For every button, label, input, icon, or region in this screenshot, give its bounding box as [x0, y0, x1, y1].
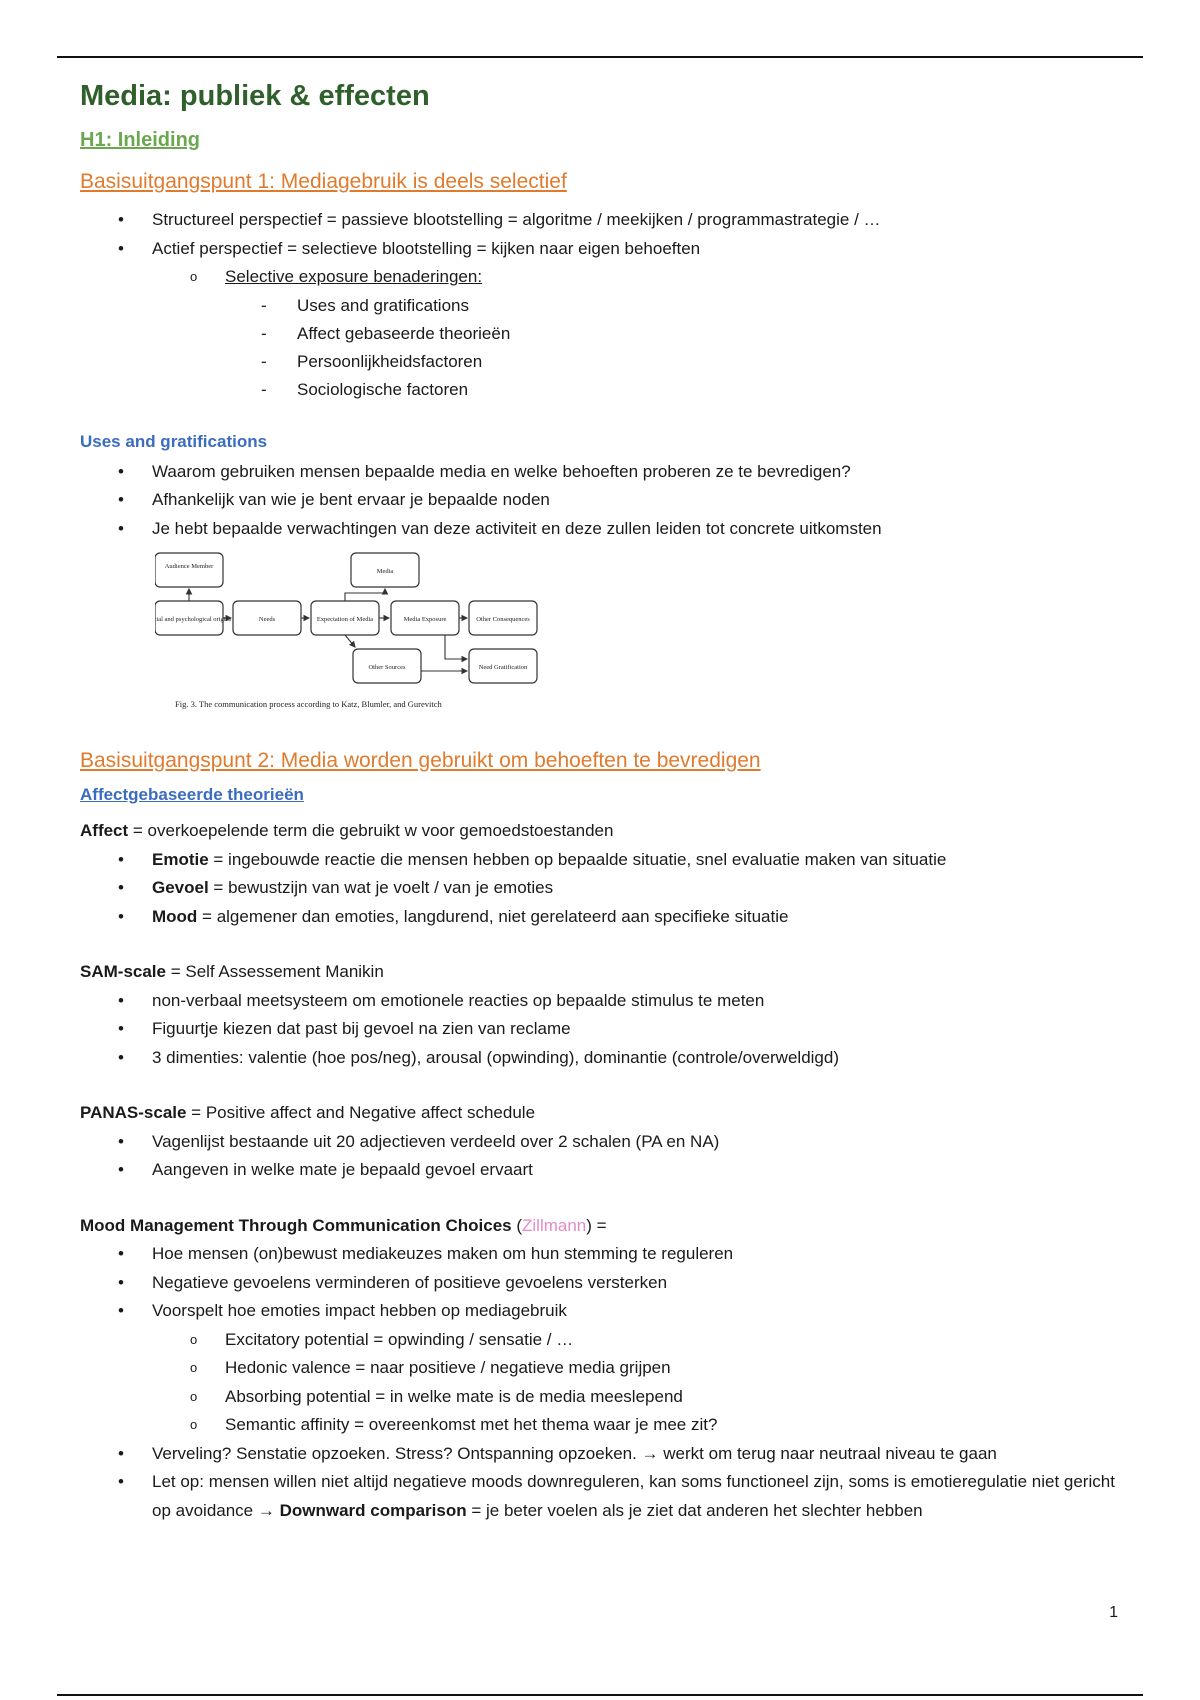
list-item	[80, 1468, 1130, 1525]
list-item: o Hedonic valence = naar positieve / negatieve media grijpen	[80, 1354, 1130, 1383]
section1-list	[80, 206, 1130, 404]
affect-heading: Affectgebaseerde theorieën	[80, 785, 304, 804]
list-item: • Negatieve gevoelens verminderen of positieve gevoelens versterken	[80, 1269, 1130, 1298]
list-item: • Je hebt bepaalde verwachtingen van deze activiteit en deze zullen leiden tot concrete uitkomsten	[80, 515, 1130, 544]
list-item: - Sociologische factoren	[80, 376, 1130, 404]
list-item: o Semantic affinity = overeenkomst met het thema waar je mee zit?	[80, 1411, 1130, 1440]
list-item: • Vagenlijst bestaande uit 20 adjectieven verdeeld over 2 schalen (PA en NA)	[80, 1128, 1130, 1157]
definition: = Self Assessement Manikin	[165, 962, 384, 981]
diagram-label: Needs	[258, 616, 276, 623]
diagram-arrow	[345, 589, 385, 601]
section2-heading: Basisuitgangspunt 2: Media worden gebruikt om behoeften te bevredigen	[80, 749, 761, 772]
list-item: o Excitatory potential = opwinding / sensatie / …	[80, 1326, 1130, 1355]
bottom-rule	[57, 1694, 1143, 1696]
diagram-arrow	[445, 635, 467, 659]
document-title: Media: publiek & effecten	[80, 80, 430, 112]
top-rule	[57, 56, 1143, 58]
definition: = Positive affect and Negative affect schedule	[186, 1103, 536, 1122]
page-number: 1	[1109, 1604, 1118, 1621]
diagram-label: Audience Member	[164, 563, 214, 570]
term: PANAS-scale	[80, 1103, 187, 1122]
diagram-box-audience	[155, 553, 223, 587]
uses-gratifications-diagram	[155, 551, 615, 721]
paren: (	[511, 1215, 523, 1235]
diagram-label: Social and psychological origins	[155, 616, 232, 623]
definition: = algemener dan emoties, langdurend, niet gerelateerd aan specifieke situatie	[197, 906, 789, 926]
list-item: • non-verbaal meetsysteem om emotionele reacties op bepaalde stimulus te meten	[80, 987, 1130, 1016]
term: SAM-scale	[80, 962, 166, 981]
list-item: - Uses and gratifications	[80, 292, 1130, 320]
list-item	[80, 874, 1130, 903]
author-reference: Zillmann	[522, 1215, 587, 1235]
term: Mood Management Through Communication Choices	[80, 1215, 512, 1235]
list-item: • Verveling? Senstatie opzoeken. Stress? Ontspanning opzoeken. → werkt om terug naar neutraal niveau te gaan	[80, 1440, 1130, 1469]
list-item	[80, 846, 1130, 875]
list-item	[80, 903, 1130, 932]
document-body	[80, 80, 1130, 1525]
list-item: • Structureel perspectief = passieve blootstelling = algoritme / meekijken / programmastrategie / …	[80, 206, 1130, 235]
diagram-arrow	[345, 635, 355, 647]
panas-definition	[80, 1099, 1130, 1128]
diagram-label: Expectation of Media	[316, 616, 374, 623]
affect-definition	[80, 817, 1130, 846]
text: = je beter voelen als je ziet dat anderen het slechter hebben	[466, 1500, 923, 1520]
list-item	[80, 263, 1130, 292]
list-item: • Hoe mensen (on)bewust mediakeuzes maken om hun stemming te reguleren	[80, 1240, 1130, 1269]
list-item: • Actief perspectief = selectieve blootstelling = kijken naar eigen behoeften	[80, 235, 1130, 264]
sub-label: Selective exposure benaderingen:	[225, 267, 483, 286]
sam-definition	[80, 958, 1130, 987]
term: Downward comparison	[279, 1500, 467, 1520]
section1-heading: Basisuitgangspunt 1: Mediagebruik is deels selectief	[80, 170, 567, 193]
list-item: • 3 dimenties: valentie (hoe pos/neg), arousal (opwinding), dominantie (controle/overweldigd)	[80, 1044, 1130, 1073]
text: Let op: mensen willen niet altijd negatieve moods downreguleren, kan soms functioneel zijn, soms is emotieregulatie niet gericht op avoidance →	[152, 1472, 1115, 1520]
list-item: • Afhankelijk van wie je bent ervaar je bepaalde noden	[80, 486, 1130, 515]
diagram-label: Other Sources	[368, 664, 406, 671]
list-item: • Waarom gebruiken mensen bepaalde media en welke behoeften proberen ze te bevredigen?	[80, 458, 1130, 487]
list-item: o Absorbing potential = in welke mate is de media meeslepend	[80, 1383, 1130, 1412]
term: Emotie	[152, 849, 209, 869]
uses-heading: Uses and gratifications	[80, 431, 268, 451]
mood-management-definition	[80, 1212, 1130, 1241]
diagram-caption: Fig. 3. The communication process according to Katz, Blumler, and Gurevitch	[175, 699, 442, 709]
definition: = ingebouwde reactie die mensen hebben op bepaalde situatie, snel evaluatie maken van situatie	[208, 849, 947, 869]
definition: = overkoepelende term die gebruikt w voor gemoedstoestanden	[128, 821, 614, 840]
term: Mood	[152, 906, 198, 926]
uses-list	[80, 458, 1130, 544]
list-item: • Voorspelt hoe emoties impact hebben op mediagebruik	[80, 1297, 1130, 1326]
diagram-label: Other Consequences	[476, 616, 530, 623]
mood-list	[80, 1240, 1130, 1525]
sam-list	[80, 987, 1130, 1073]
list-item: • Aangeven in welke mate je bepaald gevoel ervaart	[80, 1156, 1130, 1185]
paren: ) =	[586, 1215, 607, 1235]
list-item: - Persoonlijkheidsfactoren	[80, 348, 1130, 376]
chapter-heading: H1: Inleiding	[80, 129, 200, 151]
list-item: • Figuurtje kiezen dat past bij gevoel na zien van reclame	[80, 1015, 1130, 1044]
term: Gevoel	[152, 878, 209, 897]
diagram-label: Need Gratification	[478, 664, 528, 671]
term: Affect	[80, 821, 129, 840]
panas-list	[80, 1128, 1130, 1185]
list-item: - Affect gebaseerde theorieën	[80, 320, 1130, 348]
diagram-label: Media Exposure	[403, 616, 447, 623]
definition: = bewustzijn van wat je voelt / van je emoties	[208, 878, 554, 897]
diagram-label: Media	[376, 568, 394, 575]
affect-list	[80, 846, 1130, 932]
